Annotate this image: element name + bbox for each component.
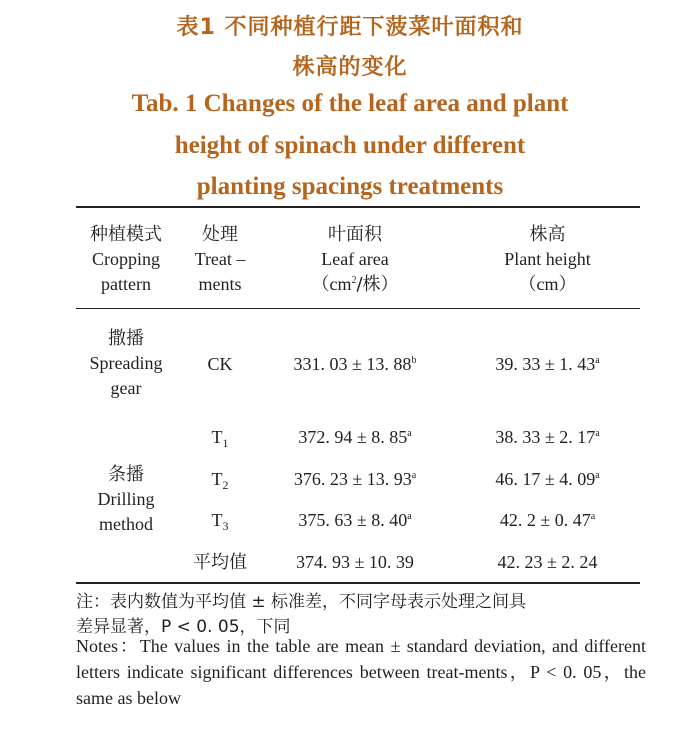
table-title-cn-line2: 株高的变化 xyxy=(292,55,408,80)
group-spreading-en1: Spreading xyxy=(89,353,163,373)
table-top-rule xyxy=(76,206,640,208)
header-plant-height-cn: 株高 xyxy=(529,224,566,245)
group-spreading-cn: 撒播 xyxy=(108,328,144,349)
row-treatment: 平均值 xyxy=(193,552,247,573)
table-title-en-line2: height of spinach under different xyxy=(174,132,526,159)
table-title-en-line3: planting spacings treatments xyxy=(196,173,504,200)
header-cropping-pattern xyxy=(76,222,176,297)
row-plant-height: 46. 17 ± 4. 09$^a$ xyxy=(495,469,600,489)
header-leaf-area-en: Leaf area xyxy=(321,249,389,269)
table-note-cn-line1: 注：表内数值为平均值 ± 标准差，不同字母表示处理之间具 xyxy=(76,592,527,612)
header-treatments-en2: ments xyxy=(198,274,242,294)
header-treatments xyxy=(180,222,260,297)
table-title-en-line1: Tab. 1 Changes of the leaf area and plant xyxy=(131,90,569,117)
row-plant-height: 39. 33 ± 1. 43$^a$ xyxy=(495,354,600,374)
group-spreading-en2: gear xyxy=(110,378,142,398)
header-plant-height xyxy=(455,222,640,297)
header-plant-height-en: Plant height xyxy=(504,249,591,269)
group-drilling xyxy=(76,462,176,537)
header-treatments-cn: 处理 xyxy=(202,224,238,245)
header-leaf-area-cn: 叶面积 xyxy=(328,224,382,245)
row-treatment: $T_1$ xyxy=(211,427,229,450)
table-note-cn-line2: 差异显著，P < 0. 05，下同 xyxy=(76,617,291,637)
header-leaf-area xyxy=(265,222,445,297)
header-treatments-en1: Treat – xyxy=(194,249,246,269)
header-cropping-pattern-en2: pattern xyxy=(101,274,151,294)
group-spreading xyxy=(76,326,176,401)
row-plant-height: 42. 2 ± 0. 47$^a$ xyxy=(499,510,596,530)
header-cropping-pattern-cn: 种植模式 xyxy=(90,224,162,245)
table-header-rule xyxy=(76,308,640,309)
row-plant-height: 42. 23 ± 2. 24 xyxy=(497,552,598,572)
row-treatment: $T_2$ xyxy=(211,469,229,492)
row-leaf-area: 372. 94 ± 8. 85$^a$ xyxy=(298,427,412,447)
group-drilling-cn: 条播 xyxy=(108,464,144,485)
group-drilling-en1: Drilling xyxy=(97,489,155,509)
row-leaf-area: 331. 03 ± 13. 88$^b$ xyxy=(293,354,417,374)
row-leaf-area: 375. 63 ± 8. 40$^a$ xyxy=(298,510,412,530)
row-treatment: $T_3$ xyxy=(211,510,229,533)
table-title-cn-line1: 表1 不同种植行距下菠菜叶面积和 xyxy=(176,15,524,40)
group-drilling-en2: method xyxy=(99,514,153,534)
header-cropping-pattern-en1: Cropping xyxy=(91,249,160,269)
row-plant-height: 38. 33 ± 2. 17$^a$ xyxy=(495,427,600,447)
row-leaf-area: 376. 23 ± 13. 93$^a$ xyxy=(293,469,417,489)
header-plant-height-unit: （cm） xyxy=(518,274,577,294)
table-bottom-rule xyxy=(76,582,640,584)
row-treatment: CK xyxy=(207,354,233,374)
table-note-en: Notes：The values in the table are mean ± standard deviation, and different letters indicate significant differences between treat-ments，P < 0. 05，the same as below xyxy=(76,636,646,708)
header-leaf-area-unit: （$cm^2/$株） xyxy=(311,274,399,295)
row-leaf-area: 374. 93 ± 10. 39 xyxy=(296,552,414,572)
